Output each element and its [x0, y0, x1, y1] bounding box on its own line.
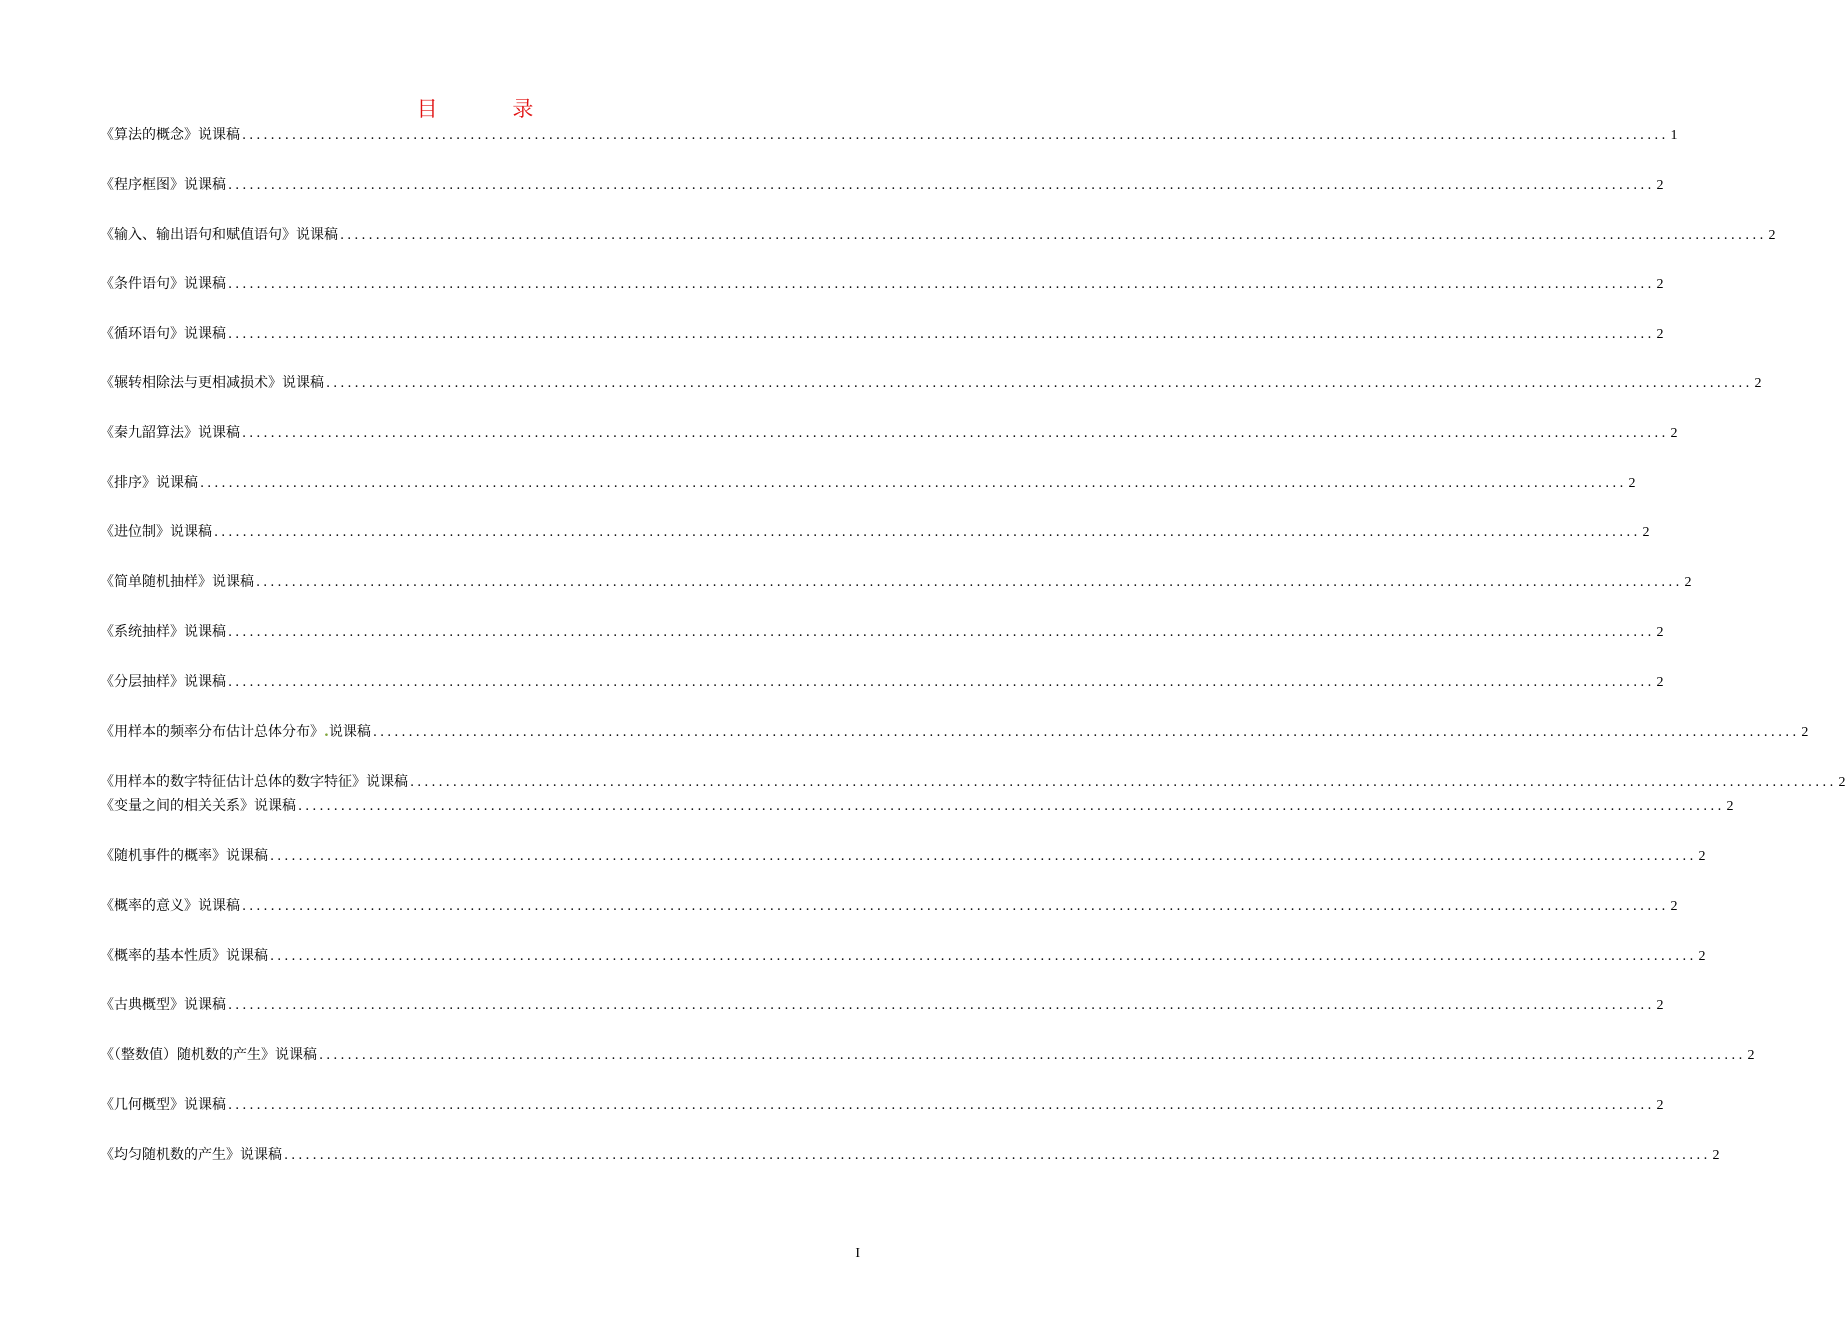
- toc-entry-page: 2: [1656, 1098, 1664, 1113]
- toc-leader-dots: ........................................................................................................................................................................................................: [242, 899, 1669, 914]
- toc-entry[interactable]: [100, 796, 1734, 816]
- toc-entry[interactable]: [100, 225, 1776, 245]
- toc-entry-label-part: 说课稿: [328, 724, 371, 740]
- toc-entry-label: 《概率的意义》说课稿: [100, 898, 240, 914]
- toc-leader-dots: ........................................................................................................................................................................................................: [200, 476, 1627, 491]
- toc-entry-label: 《输入、输出语句和赋值语句》说课稿: [100, 227, 338, 243]
- toc-leader-dots: ........................................................................................................................................................................................................: [228, 178, 1655, 193]
- toc-entry[interactable]: [100, 995, 1664, 1015]
- page-number: I: [855, 1246, 860, 1261]
- toc-entry-page: 2: [1801, 725, 1809, 740]
- toc-entry[interactable]: [100, 946, 1706, 966]
- toc-entry-page: 2: [1747, 1048, 1755, 1063]
- toc-leader-dots: ........................................................................................................................................................................................................: [340, 228, 1767, 243]
- toc-entry-page: 2: [1698, 949, 1706, 964]
- toc-entry-label: 《几何概型》说课稿: [100, 1097, 226, 1113]
- toc-entry-page: 2: [1670, 426, 1678, 441]
- toc-leader-dots: ........................................................................................................................................................................................................: [228, 625, 1655, 640]
- toc-leader-dots: ........................................................................................................................................................................................................: [228, 1098, 1655, 1113]
- toc-entry-page: 2: [1684, 575, 1692, 590]
- toc-leader-dots: ........................................................................................................................................................................................................: [228, 998, 1655, 1013]
- toc-entry-label: 《简单随机抽样》说课稿: [100, 574, 254, 590]
- toc-entry-label: 《概率的基本性质》说课稿: [100, 948, 268, 964]
- toc-leader-dots: ........................................................................................................................................................................................................: [410, 775, 1837, 790]
- toc-entry-page: 2: [1712, 1148, 1720, 1163]
- toc-leader-dots: ........................................................................................................................................................................................................: [242, 128, 1669, 143]
- toc-entry-label: 《进位制》说课稿: [100, 524, 212, 540]
- toc-entry-page: 2: [1628, 476, 1636, 491]
- toc-entry-label: 《程序框图》说课稿: [100, 177, 226, 193]
- toc-entry-label: [100, 722, 371, 742]
- toc-title: 目 录: [416, 97, 568, 121]
- toc-entry-page: 2: [1656, 998, 1664, 1013]
- toc-entry-label: 《算法的概念》说课稿: [100, 127, 240, 143]
- toc-entry[interactable]: [100, 175, 1664, 195]
- toc-leader-dots: ........................................................................................................................................................................................................: [256, 575, 1683, 590]
- toc-leader-dots: ........................................................................................................................................................................................................: [284, 1148, 1711, 1163]
- toc-entry-page: 2: [1642, 525, 1650, 540]
- toc-entry-page: 2: [1698, 849, 1706, 864]
- toc-entry-page: 2: [1656, 277, 1664, 292]
- toc-entry-page: 2: [1656, 327, 1664, 342]
- toc-entry-page: 2: [1656, 675, 1664, 690]
- toc-entry-page: 2: [1656, 625, 1664, 640]
- toc-entry-page: 1: [1670, 128, 1678, 143]
- toc-leader-dots: ........................................................................................................................................................................................................: [228, 327, 1655, 342]
- toc-entry-label: 《（整数值）随机数的产生》说课稿: [100, 1047, 317, 1063]
- toc-entry[interactable]: [100, 672, 1664, 692]
- toc-entry-label: 《随机事件的概率》说课稿: [100, 848, 268, 864]
- toc-entry-label: 《系统抽样》说课稿: [100, 624, 226, 640]
- toc-entry-label: 《秦九韶算法》说课稿: [100, 425, 240, 441]
- toc-leader-dots: ........................................................................................................................................................................................................: [242, 426, 1669, 441]
- toc-leader-dots: ........................................................................................................................................................................................................: [372, 725, 1800, 740]
- toc-entry[interactable]: [100, 846, 1706, 866]
- toc-entry-label: 《辗转相除法与更相减损术》说课稿: [100, 375, 324, 391]
- toc-entry[interactable]: [100, 572, 1692, 592]
- toc-entry-label: 《排序》说课稿: [100, 475, 198, 491]
- toc-entry[interactable]: [100, 896, 1678, 916]
- toc-leader-dots: ........................................................................................................................................................................................................: [319, 1048, 1746, 1063]
- toc-entry[interactable]: [100, 473, 1636, 493]
- toc-entry[interactable]: [100, 125, 1678, 145]
- toc-entry[interactable]: [100, 274, 1664, 294]
- toc-entry-label: 《变量之间的相关关系》说课稿: [100, 798, 296, 814]
- toc-entry[interactable]: [100, 373, 1762, 393]
- toc-entry-label: 《古典概型》说课稿: [100, 997, 226, 1013]
- toc-leader-dots: ........................................................................................................................................................................................................: [228, 675, 1655, 690]
- toc-entry-page: 2: [1838, 775, 1845, 790]
- toc-entry[interactable]: [100, 622, 1664, 642]
- toc-entry-label-part: 《用样本的频率分布估计总体分布》: [100, 724, 324, 740]
- toc-leader-dots: ........................................................................................................................................................................................................: [214, 525, 1641, 540]
- toc-entry-page: 2: [1768, 228, 1776, 243]
- toc-entry-label: 《分层抽样》说课稿: [100, 674, 226, 690]
- toc-entry[interactable]: [100, 772, 1845, 792]
- toc-entry-page: 2: [1670, 899, 1678, 914]
- toc-leader-dots: ........................................................................................................................................................................................................: [298, 799, 1725, 814]
- toc-entry[interactable]: [100, 1095, 1664, 1115]
- toc-leader-dots: ........................................................................................................................................................................................................: [228, 277, 1655, 292]
- toc-entry-label: 《均匀随机数的产生》说课稿: [100, 1147, 282, 1163]
- toc-entry[interactable]: [100, 1145, 1720, 1165]
- toc-leader-dots: ........................................................................................................................................................................................................: [270, 849, 1697, 864]
- toc-leader-dots: ........................................................................................................................................................................................................: [326, 376, 1753, 391]
- toc-entry-label: 《用样本的数字特征估计总体的数字特征》说课稿: [100, 774, 408, 790]
- toc-entry-page: 2: [1754, 376, 1762, 391]
- toc-entry[interactable]: [100, 522, 1650, 542]
- toc-entry-page: 2: [1726, 799, 1734, 814]
- toc-entry-label: 《条件语句》说课稿: [100, 276, 226, 292]
- toc-entry[interactable]: [100, 324, 1664, 344]
- toc-leader-dots: ........................................................................................................................................................................................................: [270, 949, 1697, 964]
- toc-entry[interactable]: [100, 722, 1809, 742]
- toc-entry-page: 2: [1656, 178, 1664, 193]
- toc-entry[interactable]: [100, 423, 1678, 443]
- green-dot-mark: .: [324, 724, 329, 740]
- toc-entry-label: 《循环语句》说课稿: [100, 326, 226, 342]
- toc-entry[interactable]: [100, 1045, 1755, 1065]
